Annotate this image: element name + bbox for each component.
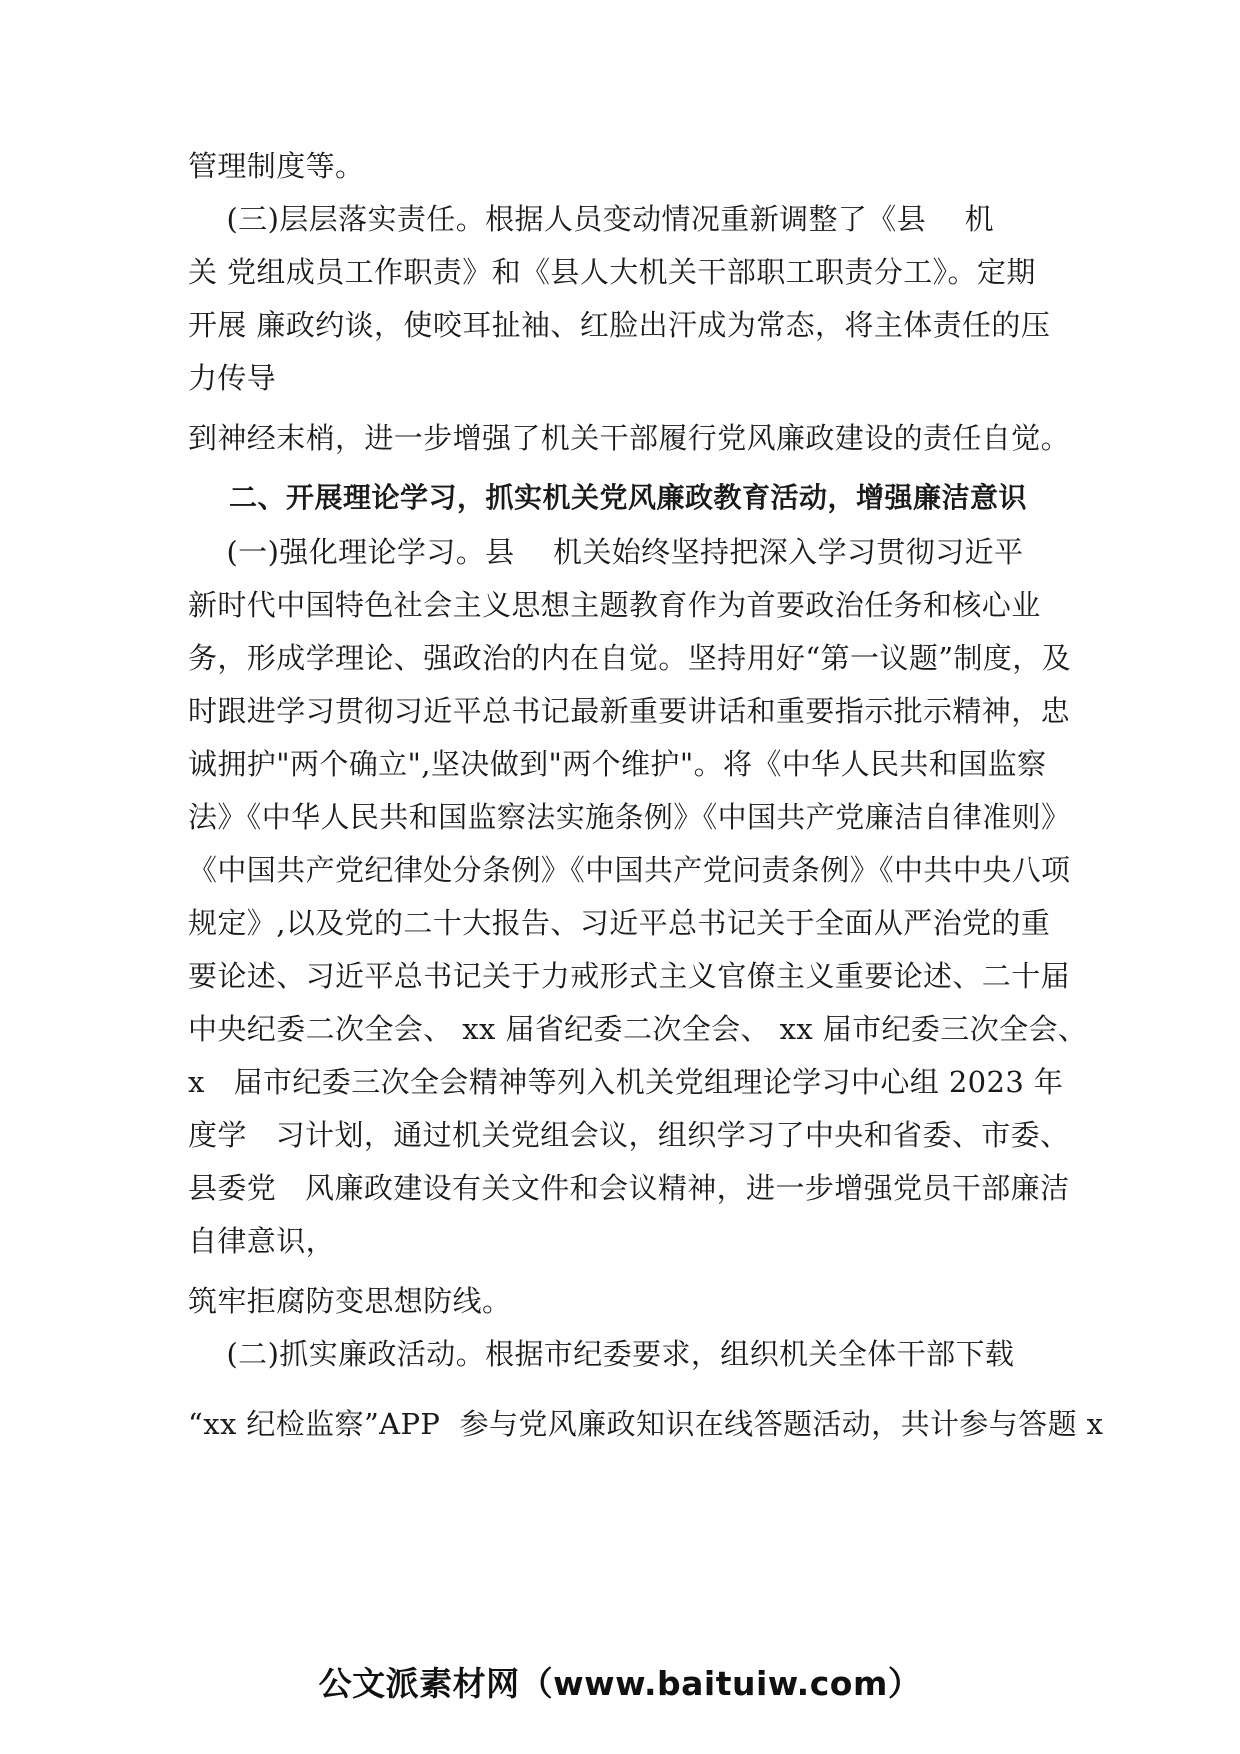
text-line: 县委党 风廉政建设有关文件和会议精神，进一步增强党员干部廉洁	[188, 1171, 1070, 1205]
text-line: 规定》,以及党的二十大报告、习近平总书记关于全面从严治党的重	[188, 906, 1051, 940]
text-line: 开展 廉政约谈，使咬耳扯袖、红脸出汗成为常态，将主体责任的压	[188, 308, 1051, 342]
text-line: 要论述、习近平总书记关于力戒形式主义官僚主义重要论述、二十届	[188, 959, 1071, 993]
text-line: 度学 习计划，通过机关党组会议，组织学习了中央和省委、市委、	[188, 1118, 1070, 1152]
text-line: “xx 纪检监察”APP 参与党风廉政知识在线答题活动，共计参与答题 x	[188, 1407, 1104, 1441]
text-line: 诚拥护"两个确立",坚决做到"两个维护"。将《中华人民共和国监察	[188, 747, 1047, 781]
text-line: 管理制度等。	[188, 149, 365, 183]
text-line: 《中国共产党纪律处分条例》《中国共产党问责条例》《中共中央八项	[188, 853, 1071, 887]
text-line: (一)强化理论学习。县 机关始终坚持把深入学习贯彻习近平	[188, 535, 1024, 569]
text-line: (二)抓实廉政活动。根据市纪委要求，组织机关全体干部下载	[188, 1337, 1015, 1371]
text-line: x 届市纪委三次全会精神等列入机关党组理论学习中心组 2023 年	[188, 1065, 1064, 1099]
text-line: 中央纪委二次全会、 xx 届省纪委二次全会、 xx 届市纪委三次全会、	[188, 1012, 1088, 1046]
text-line: 筑牢拒腐防变思想防线。	[188, 1284, 512, 1318]
text-line: 关 党组成员工作职责》和《县人大机关干部职工职责分工》。定期	[188, 255, 1036, 289]
text-line: 到神经末梢，进一步增强了机关干部履行党风廉政建设的责任自觉。	[188, 421, 1071, 455]
text-line: 力传导	[188, 361, 277, 395]
text-line: 自律意识，	[188, 1224, 336, 1258]
text-line: (三)层层落实责任。根据人员变动情况重新调整了《县 机	[188, 202, 994, 236]
section-heading: 二、开展理论学习，抓实机关党风廉政教育活动，增强廉洁意识	[188, 481, 1027, 514]
text-line: 务，形成学理论、强政治的内在自觉。坚持用好“第一议题”制度，及	[188, 641, 1072, 675]
footer-watermark: 公文派素材网（www.baituiw.com）	[318, 1664, 922, 1703]
text-line: 新时代中国特色社会主义思想主题教育作为首要政治任务和核心业	[188, 588, 1041, 622]
text-line: 时跟进学习贯彻习近平总书记最新重要讲话和重要指示批示精神，忠	[188, 694, 1071, 728]
text-line: 法》《中华人民共和国监察法实施条例》《中国共产党廉洁自律准则》	[188, 800, 1071, 834]
